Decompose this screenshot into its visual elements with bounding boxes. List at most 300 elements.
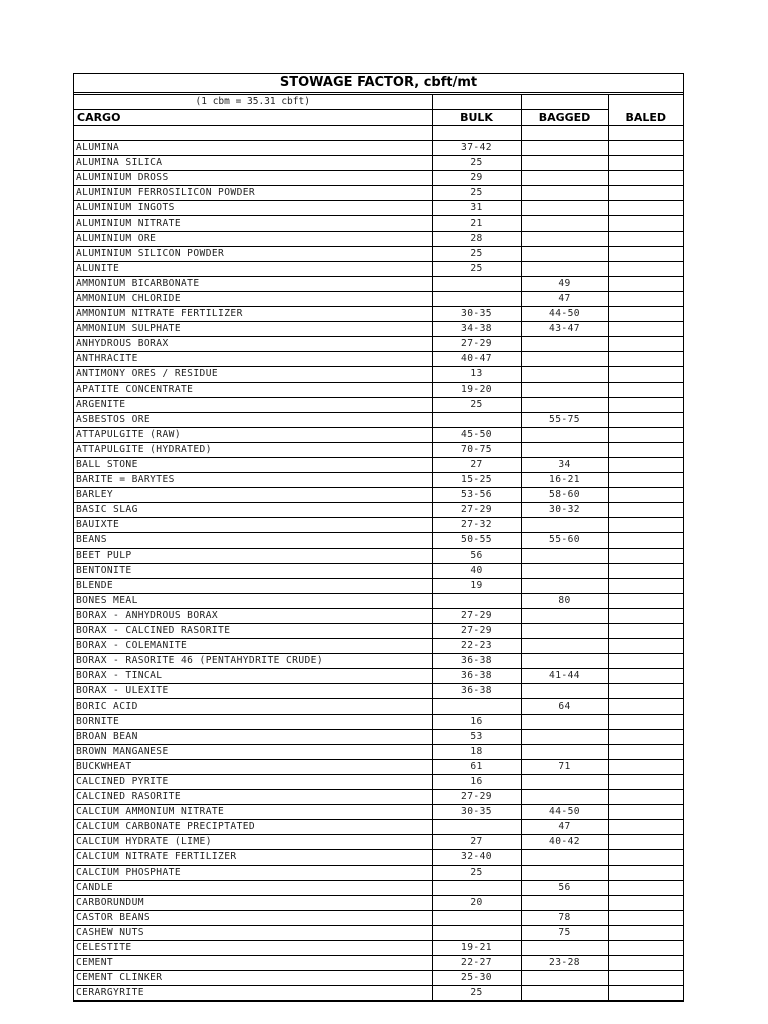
bagged-cell: [521, 940, 608, 955]
baled-cell: [608, 488, 683, 503]
cargo-cell: ALUMINIUM INGOTS: [74, 201, 432, 216]
bulk-cell: 45-50: [432, 427, 521, 442]
bagged-cell: [521, 729, 608, 744]
bulk-cell: 28: [432, 231, 521, 246]
cargo-cell: BORIC ACID: [74, 699, 432, 714]
table-row: [74, 457, 683, 472]
bagged-cell: [521, 186, 608, 201]
bagged-cell: [521, 639, 608, 654]
bagged-cell: [521, 246, 608, 261]
bulk-cell: 25: [432, 986, 521, 1001]
cargo-cell: BEANS: [74, 533, 432, 548]
cargo-cell: CELESTITE: [74, 940, 432, 955]
cargo-cell: ALUMINIUM FERROSILICON POWDER: [74, 186, 432, 201]
bulk-cell: 53: [432, 729, 521, 744]
cargo-cell: AMMONIUM BICARBONATE: [74, 276, 432, 291]
baled-cell: [608, 412, 683, 427]
baled-cell: [608, 156, 683, 171]
bagged-cell: [521, 895, 608, 910]
cargo-cell: CEMENT CLINKER: [74, 971, 432, 986]
bulk-cell: [432, 910, 521, 925]
baled-cell: [608, 322, 683, 337]
bulk-cell: [432, 291, 521, 306]
bagged-cell: [521, 352, 608, 367]
baled-cell: [608, 790, 683, 805]
bulk-cell: [432, 699, 521, 714]
table-row: [74, 639, 683, 654]
bagged-cell: [521, 427, 608, 442]
bagged-cell: 30-32: [521, 503, 608, 518]
header-baled: BALED: [608, 110, 683, 126]
cargo-cell: ALUMINIUM DROSS: [74, 171, 432, 186]
table-row: [74, 850, 683, 865]
baled-cell: [608, 880, 683, 895]
baled-cell: [608, 805, 683, 820]
bulk-cell: 19-21: [432, 940, 521, 955]
baled-cell: [608, 835, 683, 850]
cargo-cell: CALCIUM PHOSPHATE: [74, 865, 432, 880]
bulk-cell: 36-38: [432, 684, 521, 699]
bagged-cell: [521, 156, 608, 171]
empty-cell: [432, 95, 521, 110]
bulk-cell: 36-38: [432, 669, 521, 684]
bulk-cell: 27-29: [432, 503, 521, 518]
header-row: [74, 110, 683, 126]
bagged-cell: 55-60: [521, 533, 608, 548]
baled-cell: [608, 307, 683, 322]
table-body: [74, 95, 683, 1001]
table-row: [74, 563, 683, 578]
baled-cell: [608, 382, 683, 397]
table-row: [74, 503, 683, 518]
bulk-cell: 29: [432, 171, 521, 186]
bulk-cell: 27: [432, 835, 521, 850]
table-row: [74, 397, 683, 412]
cargo-cell: ANTHRACITE: [74, 352, 432, 367]
cargo-cell: AMMONIUM SULPHATE: [74, 322, 432, 337]
baled-cell: [608, 216, 683, 231]
table-row: [74, 624, 683, 639]
baled-cell: [608, 593, 683, 608]
table-row: [74, 925, 683, 940]
baled-cell: [608, 744, 683, 759]
bagged-cell: [521, 337, 608, 352]
bagged-cell: [521, 518, 608, 533]
baled-cell: [608, 367, 683, 382]
table-row: [74, 940, 683, 955]
table-row: [74, 986, 683, 1001]
cargo-cell: CANDLE: [74, 880, 432, 895]
bulk-cell: 22-27: [432, 956, 521, 971]
cargo-cell: BORAX - RASORITE 46 (PENTAHYDRITE CRUDE): [74, 654, 432, 669]
bulk-cell: 37-42: [432, 141, 521, 156]
cargo-cell: BONES MEAL: [74, 593, 432, 608]
bulk-cell: 27-29: [432, 790, 521, 805]
bagged-cell: [521, 971, 608, 986]
bagged-cell: [521, 367, 608, 382]
bulk-cell: 56: [432, 548, 521, 563]
baled-cell: [608, 397, 683, 412]
bagged-cell: 43-47: [521, 322, 608, 337]
baled-cell: [608, 971, 683, 986]
cargo-table: [74, 95, 683, 1001]
baled-cell: [608, 352, 683, 367]
bagged-cell: [521, 865, 608, 880]
empty-cell: [521, 95, 608, 110]
bagged-cell: 47: [521, 291, 608, 306]
table-row: [74, 880, 683, 895]
bulk-cell: 40-47: [432, 352, 521, 367]
bulk-cell: 25: [432, 397, 521, 412]
bagged-cell: 75: [521, 925, 608, 940]
baled-cell: [608, 473, 683, 488]
bagged-cell: 34: [521, 457, 608, 472]
bagged-cell: 71: [521, 759, 608, 774]
cargo-cell: CASHEW NUTS: [74, 925, 432, 940]
bulk-cell: 13: [432, 367, 521, 382]
empty-cell: [521, 126, 608, 141]
table-row: [74, 141, 683, 156]
cargo-cell: BLENDE: [74, 578, 432, 593]
table-row: [74, 352, 683, 367]
bulk-cell: 19: [432, 578, 521, 593]
table-row: [74, 216, 683, 231]
baled-cell: [608, 201, 683, 216]
table-row: [74, 744, 683, 759]
cargo-cell: ALUMINIUM ORE: [74, 231, 432, 246]
baled-cell: [608, 684, 683, 699]
bagged-cell: [521, 774, 608, 789]
bagged-cell: [521, 261, 608, 276]
table-row: [74, 518, 683, 533]
table-row: [74, 201, 683, 216]
header-cargo: CARGO: [74, 110, 432, 126]
bagged-cell: [521, 608, 608, 623]
bulk-cell: 27-29: [432, 624, 521, 639]
table-row: [74, 910, 683, 925]
cargo-cell: BORAX - CALCINED RASORITE: [74, 624, 432, 639]
empty-cell: [608, 126, 683, 141]
conversion-row: [74, 95, 683, 110]
bagged-cell: [521, 624, 608, 639]
bulk-cell: 30-35: [432, 805, 521, 820]
cargo-cell: CARBORUNDUM: [74, 895, 432, 910]
bagged-cell: 16-21: [521, 473, 608, 488]
table-row: [74, 865, 683, 880]
bulk-cell: 61: [432, 759, 521, 774]
baled-cell: [608, 714, 683, 729]
bagged-cell: [521, 850, 608, 865]
cargo-cell: CERARGYRITE: [74, 986, 432, 1001]
cargo-cell: BROWN MANGANESE: [74, 744, 432, 759]
cargo-cell: BEET PULP: [74, 548, 432, 563]
cargo-cell: ANTIMONY ORES / RESIDUE: [74, 367, 432, 382]
baled-cell: [608, 639, 683, 654]
bagged-cell: [521, 442, 608, 457]
table-row: [74, 171, 683, 186]
baled-cell: [608, 986, 683, 1001]
cargo-cell: CALCIUM CARBONATE PRECIPTATED: [74, 820, 432, 835]
baled-cell: [608, 518, 683, 533]
table-row: [74, 971, 683, 986]
table-row: [74, 367, 683, 382]
bagged-cell: [521, 684, 608, 699]
baled-cell: [608, 910, 683, 925]
cargo-cell: BORAX - COLEMANITE: [74, 639, 432, 654]
table-row: [74, 654, 683, 669]
bulk-cell: 27-32: [432, 518, 521, 533]
baled-cell: [608, 533, 683, 548]
baled-cell: [608, 578, 683, 593]
bulk-cell: 25: [432, 186, 521, 201]
table-row: [74, 805, 683, 820]
bagged-cell: 44-50: [521, 805, 608, 820]
cargo-cell: ANHYDROUS BORAX: [74, 337, 432, 352]
bagged-cell: [521, 201, 608, 216]
bulk-cell: 25-30: [432, 971, 521, 986]
table-row: [74, 382, 683, 397]
baled-cell: [608, 956, 683, 971]
table-row: [74, 427, 683, 442]
cargo-cell: BARLEY: [74, 488, 432, 503]
bagged-cell: [521, 578, 608, 593]
cargo-cell: AMMONIUM NITRATE FERTILIZER: [74, 307, 432, 322]
baled-cell: [608, 231, 683, 246]
bagged-cell: 56: [521, 880, 608, 895]
table-row: [74, 186, 683, 201]
table-row: [74, 337, 683, 352]
bulk-cell: 20: [432, 895, 521, 910]
bagged-cell: [521, 986, 608, 1001]
bulk-cell: 40: [432, 563, 521, 578]
bagged-cell: 44-50: [521, 307, 608, 322]
baled-cell: [608, 850, 683, 865]
bagged-cell: [521, 382, 608, 397]
bulk-cell: [432, 593, 521, 608]
baled-cell: [608, 261, 683, 276]
bagged-cell: 49: [521, 276, 608, 291]
cargo-cell: BORAX - TINCAL: [74, 669, 432, 684]
bagged-cell: 78: [521, 910, 608, 925]
baled-cell: [608, 171, 683, 186]
bulk-cell: 19-20: [432, 382, 521, 397]
baled-cell: [608, 427, 683, 442]
bulk-cell: 27: [432, 457, 521, 472]
table-row: [74, 231, 683, 246]
table-row: [74, 790, 683, 805]
baled-cell: [608, 141, 683, 156]
table-row: [74, 156, 683, 171]
bulk-cell: 22-23: [432, 639, 521, 654]
cargo-cell: BASIC SLAG: [74, 503, 432, 518]
baled-cell: [608, 654, 683, 669]
table-row: [74, 291, 683, 306]
bulk-cell: 27-29: [432, 608, 521, 623]
cargo-cell: ALUMINA SILICA: [74, 156, 432, 171]
baled-cell: [608, 624, 683, 639]
bagged-cell: 41-44: [521, 669, 608, 684]
header-bagged: BAGGED: [521, 110, 608, 126]
table-title: STOWAGE FACTOR, cbft/mt: [74, 74, 683, 95]
baled-cell: [608, 457, 683, 472]
cargo-cell: APATITE CONCENTRATE: [74, 382, 432, 397]
bulk-cell: 15-25: [432, 473, 521, 488]
baled-cell: [608, 669, 683, 684]
bagged-cell: 23-28: [521, 956, 608, 971]
bulk-cell: 34-38: [432, 322, 521, 337]
cargo-cell: CALCIUM NITRATE FERTILIZER: [74, 850, 432, 865]
bulk-cell: 25: [432, 246, 521, 261]
cargo-cell: CALCINED PYRITE: [74, 774, 432, 789]
table-row: [74, 473, 683, 488]
table-row: [74, 488, 683, 503]
cargo-cell: ATTAPULGITE (RAW): [74, 427, 432, 442]
bagged-cell: [521, 654, 608, 669]
cargo-cell: CALCIUM AMMONIUM NITRATE: [74, 805, 432, 820]
baled-cell: [608, 337, 683, 352]
bagged-cell: [521, 231, 608, 246]
baled-cell: [608, 759, 683, 774]
baled-cell: [608, 291, 683, 306]
bagged-cell: [521, 141, 608, 156]
bulk-cell: 27-29: [432, 337, 521, 352]
cargo-cell: CALCINED RASORITE: [74, 790, 432, 805]
bulk-cell: 31: [432, 201, 521, 216]
cargo-cell: ASBESTOS ORE: [74, 412, 432, 427]
table-row: [74, 820, 683, 835]
table-row: [74, 412, 683, 427]
table-row: [74, 593, 683, 608]
cargo-cell: BENTONITE: [74, 563, 432, 578]
bagged-cell: [521, 548, 608, 563]
table-row: [74, 774, 683, 789]
table-row: [74, 276, 683, 291]
baled-cell: [608, 865, 683, 880]
cargo-cell: ALUMINA: [74, 141, 432, 156]
baled-cell: [608, 895, 683, 910]
bagged-cell: [521, 744, 608, 759]
table-row: [74, 442, 683, 457]
table-row: [74, 835, 683, 850]
table-row: [74, 307, 683, 322]
empty-cell: [608, 95, 683, 110]
table-row: [74, 699, 683, 714]
table-row: [74, 548, 683, 563]
baled-cell: [608, 503, 683, 518]
table-row: [74, 669, 683, 684]
bagged-cell: 47: [521, 820, 608, 835]
bagged-cell: [521, 216, 608, 231]
bulk-cell: 16: [432, 714, 521, 729]
bulk-cell: 18: [432, 744, 521, 759]
bulk-cell: [432, 412, 521, 427]
cargo-cell: BALL STONE: [74, 457, 432, 472]
baled-cell: [608, 699, 683, 714]
cargo-cell: ALUMINIUM SILICON POWDER: [74, 246, 432, 261]
bulk-cell: [432, 925, 521, 940]
table-row: [74, 956, 683, 971]
conversion-note: (1 cbm = 35.31 cbft): [74, 95, 432, 110]
table-row: [74, 608, 683, 623]
bulk-cell: [432, 880, 521, 895]
baled-cell: [608, 563, 683, 578]
cargo-cell: AMMONIUM CHLORIDE: [74, 291, 432, 306]
table-row: [74, 578, 683, 593]
bagged-cell: 64: [521, 699, 608, 714]
table-row: [74, 895, 683, 910]
bagged-cell: [521, 171, 608, 186]
cargo-cell: CEMENT: [74, 956, 432, 971]
baled-cell: [608, 246, 683, 261]
bagged-cell: [521, 397, 608, 412]
bulk-cell: 16: [432, 774, 521, 789]
header-bulk: BULK: [432, 110, 521, 126]
cargo-cell: BARITE = BARYTES: [74, 473, 432, 488]
baled-cell: [608, 820, 683, 835]
bulk-cell: [432, 276, 521, 291]
empty-cell: [432, 126, 521, 141]
baled-cell: [608, 940, 683, 955]
cargo-cell: ARGENITE: [74, 397, 432, 412]
cargo-cell: ALUMINIUM NITRATE: [74, 216, 432, 231]
table-row: [74, 729, 683, 744]
cargo-cell: BROAN BEAN: [74, 729, 432, 744]
bulk-cell: [432, 820, 521, 835]
baled-cell: [608, 186, 683, 201]
empty-cell: [74, 126, 432, 141]
baled-cell: [608, 925, 683, 940]
bulk-cell: 36-38: [432, 654, 521, 669]
table-row: [74, 246, 683, 261]
bulk-cell: 25: [432, 156, 521, 171]
bulk-cell: 70-75: [432, 442, 521, 457]
bagged-cell: 40-42: [521, 835, 608, 850]
table-row: [74, 322, 683, 337]
cargo-cell: BORAX - ULEXITE: [74, 684, 432, 699]
cargo-cell: CALCIUM HYDRATE (LIME): [74, 835, 432, 850]
bulk-cell: 53-56: [432, 488, 521, 503]
bulk-cell: 25: [432, 865, 521, 880]
cargo-cell: BORNITE: [74, 714, 432, 729]
spacer-row: [74, 126, 683, 141]
cargo-cell: ATTAPULGITE (HYDRATED): [74, 442, 432, 457]
cargo-cell: BAUIXTE: [74, 518, 432, 533]
stowage-factor-table: [73, 73, 684, 1002]
baled-cell: [608, 276, 683, 291]
cargo-cell: ALUNITE: [74, 261, 432, 276]
baled-cell: [608, 608, 683, 623]
baled-cell: [608, 729, 683, 744]
cargo-cell: BUCKWHEAT: [74, 759, 432, 774]
bulk-cell: 25: [432, 261, 521, 276]
table-row: [74, 759, 683, 774]
table-row: [74, 684, 683, 699]
table-row: [74, 261, 683, 276]
bagged-cell: [521, 790, 608, 805]
table-row: [74, 714, 683, 729]
bulk-cell: 50-55: [432, 533, 521, 548]
bagged-cell: 55-75: [521, 412, 608, 427]
bulk-cell: 21: [432, 216, 521, 231]
bagged-cell: 58-60: [521, 488, 608, 503]
bagged-cell: [521, 563, 608, 578]
bulk-cell: 30-35: [432, 307, 521, 322]
baled-cell: [608, 774, 683, 789]
table-row: [74, 533, 683, 548]
baled-cell: [608, 442, 683, 457]
baled-cell: [608, 548, 683, 563]
cargo-cell: CASTOR BEANS: [74, 910, 432, 925]
